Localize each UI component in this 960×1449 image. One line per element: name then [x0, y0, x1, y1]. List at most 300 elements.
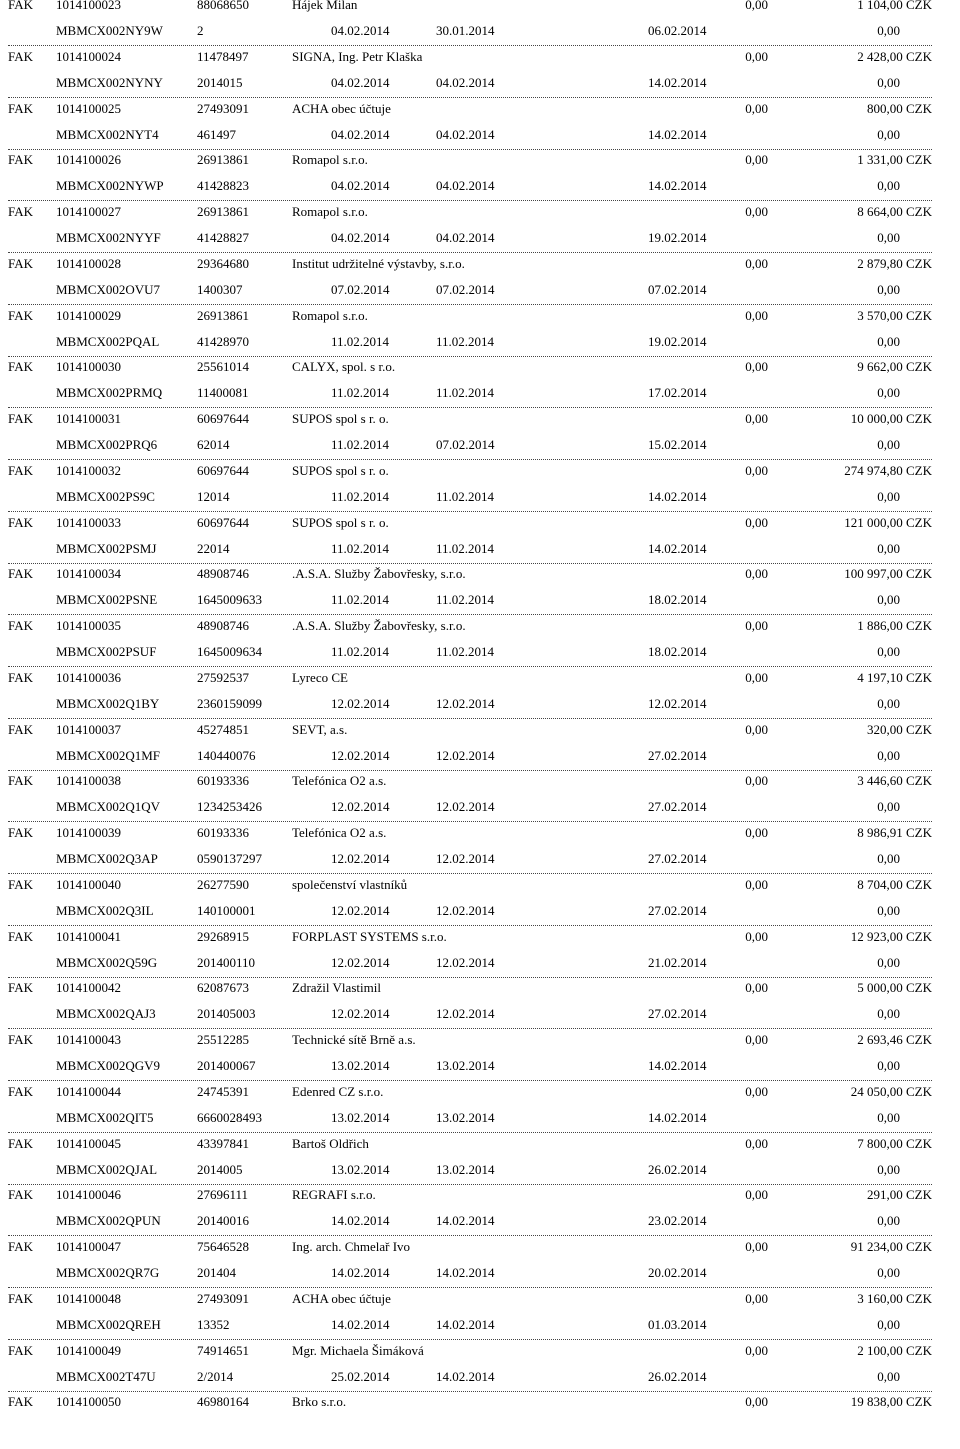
partner-name: Ing. arch. Chmelař Ivo: [292, 1239, 411, 1254]
variable-symbol: MBMCX002QR7G: [56, 1265, 160, 1280]
record-separator: [8, 614, 932, 615]
date-due: 21.02.2014: [648, 954, 707, 970]
partner-ico: 26277590: [197, 876, 249, 892]
date-tax: 11.02.2014: [436, 540, 495, 556]
remaining-amount: 0,00: [877, 1316, 900, 1332]
record-line-secondary: [0, 1057, 960, 1075]
invoice-number: 1014100039: [56, 825, 121, 840]
date-due: 14.02.2014: [648, 126, 707, 142]
remaining-amount: 0,00: [877, 540, 900, 556]
invoice-type: FAK: [8, 255, 34, 271]
date-tax: 12.02.2014: [436, 799, 495, 815]
partner-ico: 24745391: [197, 1083, 249, 1099]
partner-name: .A.S.A. Služby Žabovřesky, s.r.o.: [292, 566, 466, 582]
partner-name: REGRAFI s.r.o.: [292, 1187, 376, 1203]
invoice-type: FAK: [8, 1394, 34, 1410]
document-number: 11400081: [197, 385, 249, 401]
partner-ico: 27493091: [197, 100, 249, 116]
invoice-type: FAK: [8, 307, 34, 323]
partner-ico: 48908746: [197, 566, 249, 582]
date-due: 14.02.2014: [648, 178, 707, 194]
invoice-number: 1014100043: [56, 1032, 121, 1047]
record-line-secondary: [0, 229, 960, 247]
partner-name: SIGNA, Ing. Petr Klaška: [292, 48, 423, 64]
variable-symbol: MBMCX002PRQ6: [56, 437, 158, 452]
record-line-secondary: [0, 695, 960, 713]
document-number: 12014: [197, 488, 230, 504]
remaining-amount: 0,00: [877, 644, 900, 659]
document-number: 201404: [197, 1265, 236, 1280]
record-line-secondary: [0, 591, 960, 609]
date-issued: 11.02.2014: [331, 437, 390, 452]
partner-name: Romapol s.r.o.: [292, 152, 368, 168]
record-separator: [8, 1028, 932, 1029]
paid-amount: 0,00: [745, 1083, 768, 1099]
variable-symbol: MBMCX002QREH: [56, 1316, 161, 1332]
date-due: 07.02.2014: [648, 281, 707, 297]
document-number: 62014: [197, 437, 230, 452]
remaining-amount: 0,00: [877, 954, 900, 970]
date-due: 19.02.2014: [648, 230, 707, 245]
invoice-amount: 5 000,00 CZK: [857, 980, 932, 996]
record-line-primary: [0, 1031, 960, 1049]
partner-ico: 75646528: [197, 1239, 249, 1254]
partner-ico: 88068650: [197, 0, 249, 12]
document-number: 13352: [197, 1316, 230, 1332]
document-number: 0590137297: [197, 851, 262, 866]
variable-symbol: MBMCX002NYYF: [56, 230, 161, 245]
invoice-type: FAK: [8, 0, 34, 12]
date-issued: 11.02.2014: [331, 385, 390, 401]
paid-amount: 0,00: [745, 876, 768, 892]
document-number: 201400110: [197, 954, 256, 970]
invoice-amount: 800,00 CZK: [867, 100, 932, 116]
invoice-record: [0, 1083, 960, 1139]
partner-name: Zdražil Vlastimil: [292, 980, 381, 996]
record-separator: [8, 1287, 932, 1288]
record-line-secondary: [0, 850, 960, 868]
record-line-secondary: [0, 126, 960, 144]
invoice-record: [0, 411, 960, 466]
record-line-primary: [0, 1342, 960, 1360]
date-issued: 12.02.2014: [331, 902, 390, 918]
record-line-primary: [0, 928, 960, 946]
record-line-secondary: [0, 384, 960, 402]
invoice-number: 1014100050: [56, 1394, 121, 1410]
invoice-record: [0, 928, 960, 984]
partner-ico: 26913861: [197, 152, 249, 168]
invoice-type: FAK: [8, 1342, 34, 1358]
remaining-amount: 0,00: [877, 178, 900, 194]
document-number: 2/2014: [197, 1368, 234, 1384]
invoice-record: [0, 1135, 960, 1191]
partner-name: Institut udržitelné výstavby, s.r.o.: [292, 255, 465, 271]
date-due: 14.02.2014: [648, 1109, 707, 1125]
partner-ico: 60193336: [197, 773, 249, 789]
document-number: 2360159099: [197, 695, 262, 711]
invoice-type: FAK: [8, 876, 34, 892]
paid-amount: 0,00: [745, 514, 768, 530]
record-line-secondary: [0, 747, 960, 765]
invoice-record: [0, 1239, 960, 1294]
date-due: 18.02.2014: [648, 592, 707, 608]
remaining-amount: 0,00: [877, 851, 900, 866]
partner-ico: 26913861: [197, 204, 249, 219]
record-separator: [8, 925, 932, 926]
partner-name: Telefónica O2 a.s.: [292, 825, 387, 840]
date-tax: 11.02.2014: [436, 488, 495, 504]
record-line-primary: [0, 1186, 960, 1204]
variable-symbol: MBMCX002T47U: [56, 1368, 156, 1384]
variable-symbol: MBMCX002Q1QV: [56, 799, 161, 815]
partner-name: Lyreco CE: [292, 669, 348, 685]
invoice-amount: 320,00 CZK: [867, 721, 932, 737]
date-due: 18.02.2014: [648, 644, 707, 659]
invoice-record: [0, 825, 960, 880]
invoice-amount: 8 986,91 CZK: [857, 825, 932, 840]
date-due: 14.02.2014: [648, 488, 707, 504]
partner-name: Mgr. Michaela Šimáková: [292, 1342, 424, 1358]
invoice-amount: 12 923,00 CZK: [850, 928, 932, 944]
invoice-record: [0, 359, 960, 414]
paid-amount: 0,00: [745, 1032, 768, 1047]
date-tax: 11.02.2014: [436, 385, 495, 401]
invoice-type: FAK: [8, 980, 34, 996]
remaining-amount: 0,00: [877, 747, 900, 763]
invoice-record: [0, 462, 960, 518]
document-number: 1645009633: [197, 592, 262, 608]
invoice-record: [0, 566, 960, 621]
invoice-type: FAK: [8, 669, 34, 685]
date-issued: 14.02.2014: [331, 1213, 390, 1229]
date-issued: 12.02.2014: [331, 747, 390, 763]
partner-ico: 11478497: [197, 48, 249, 64]
record-line-secondary: [0, 954, 960, 972]
invoice-amount: 2 100,00 CZK: [857, 1342, 932, 1358]
paid-amount: 0,00: [745, 359, 768, 375]
date-issued: 04.02.2014: [331, 230, 390, 245]
partner-name: Edenred CZ s.r.o.: [292, 1083, 384, 1099]
document-number: 6660028493: [197, 1109, 262, 1125]
variable-symbol: MBMCX002NYT4: [56, 126, 159, 142]
date-issued: 04.02.2014: [331, 23, 390, 38]
partner-name: Telefónica O2 a.s.: [292, 773, 387, 789]
remaining-amount: 0,00: [877, 333, 900, 349]
invoice-number: 1014100030: [56, 359, 121, 375]
date-tax: 04.02.2014: [436, 126, 495, 142]
record-line-secondary: [0, 1109, 960, 1127]
invoice-type: FAK: [8, 928, 34, 944]
invoice-record: [0, 100, 960, 156]
partner-ico: 27592537: [197, 669, 249, 685]
partner-ico: 74914651: [197, 1342, 249, 1358]
record-line-primary: [0, 979, 960, 997]
record-line-primary: [0, 203, 960, 221]
remaining-amount: 0,00: [877, 799, 900, 815]
partner-name: Technické sítě Brně a.s.: [292, 1032, 416, 1047]
invoice-amount: 24 050,00 CZK: [850, 1083, 932, 1099]
invoice-amount: 121 000,00 CZK: [844, 514, 932, 530]
invoice-type: FAK: [8, 1187, 34, 1203]
date-due: 12.02.2014: [648, 695, 707, 711]
document-number: 22014: [197, 540, 230, 556]
invoice-number: 1014100044: [56, 1083, 121, 1099]
partner-ico: 60697644: [197, 462, 249, 478]
date-due: 06.02.2014: [648, 23, 707, 38]
invoice-number: 1014100031: [56, 411, 121, 426]
invoice-number: 1014100040: [56, 876, 121, 892]
date-tax: 12.02.2014: [436, 851, 495, 866]
record-separator: [8, 563, 932, 564]
date-tax: 11.02.2014: [436, 592, 495, 608]
record-line-primary: [0, 0, 960, 14]
partner-ico: 27493091: [197, 1290, 249, 1306]
date-issued: 11.02.2014: [331, 592, 390, 608]
invoice-number: 1014100025: [56, 100, 121, 116]
date-tax: 30.01.2014: [436, 23, 495, 38]
date-tax: 14.02.2014: [436, 1316, 495, 1332]
invoice-amount: 10 000,00 CZK: [850, 411, 932, 426]
variable-symbol: MBMCX002PSNE: [56, 592, 158, 608]
document-number: 1400307: [197, 281, 243, 297]
paid-amount: 0,00: [745, 48, 768, 64]
date-tax: 14.02.2014: [436, 1368, 495, 1384]
partner-ico: 29364680: [197, 255, 249, 271]
date-tax: 13.02.2014: [436, 1109, 495, 1125]
remaining-amount: 0,00: [877, 1213, 900, 1229]
invoice-type: FAK: [8, 773, 34, 789]
paid-amount: 0,00: [745, 204, 768, 219]
invoice-record: [0, 1187, 960, 1242]
paid-amount: 0,00: [745, 1290, 768, 1306]
date-tax: 07.02.2014: [436, 437, 495, 452]
invoice-number: 1014100038: [56, 773, 121, 789]
invoice-type: FAK: [8, 1239, 34, 1254]
invoice-record: [0, 618, 960, 673]
document-number: 461497: [197, 126, 236, 142]
invoice-number: 1014100026: [56, 152, 121, 168]
variable-symbol: MBMCX002QAJ3: [56, 1006, 156, 1022]
invoice-record: [0, 721, 960, 777]
remaining-amount: 0,00: [877, 695, 900, 711]
record-line-secondary: [0, 540, 960, 558]
invoice-amount: 8 704,00 CZK: [857, 876, 932, 892]
partner-name: .A.S.A. Služby Žabovřesky, s.r.o.: [292, 618, 466, 633]
date-issued: 12.02.2014: [331, 799, 390, 815]
date-due: 27.02.2014: [648, 747, 707, 763]
invoice-amount: 7 800,00 CZK: [857, 1135, 932, 1151]
invoice-type: FAK: [8, 359, 34, 375]
partner-ico: 62087673: [197, 980, 249, 996]
date-tax: 12.02.2014: [436, 902, 495, 918]
date-due: 17.02.2014: [648, 385, 707, 401]
variable-symbol: MBMCX002PSMJ: [56, 540, 157, 556]
partner-name: SEVT, a.s.: [292, 721, 348, 737]
invoice-number: 1014100047: [56, 1239, 121, 1254]
date-issued: 14.02.2014: [331, 1316, 390, 1332]
paid-amount: 0,00: [745, 100, 768, 116]
record-separator: [8, 718, 932, 719]
remaining-amount: 0,00: [877, 1058, 900, 1073]
date-issued: 13.02.2014: [331, 1058, 390, 1073]
partner-ico: 45274851: [197, 721, 249, 737]
invoice-amount: 291,00 CZK: [867, 1187, 932, 1203]
paid-amount: 0,00: [745, 1187, 768, 1203]
paid-amount: 0,00: [745, 618, 768, 633]
record-line-primary: [0, 565, 960, 583]
date-issued: 11.02.2014: [331, 644, 390, 659]
date-tax: 11.02.2014: [436, 644, 495, 659]
invoice-record: [0, 204, 960, 259]
paid-amount: 0,00: [745, 773, 768, 789]
record-separator: [8, 356, 932, 357]
variable-symbol: MBMCX002Q3AP: [56, 851, 158, 866]
record-line-secondary: [0, 1005, 960, 1023]
invoice-type: FAK: [8, 204, 34, 219]
document-number: 2014015: [197, 74, 243, 90]
paid-amount: 0,00: [745, 411, 768, 426]
invoice-type: FAK: [8, 721, 34, 737]
date-issued: 11.02.2014: [331, 540, 390, 556]
document-number: 41428823: [197, 178, 249, 194]
remaining-amount: 0,00: [877, 230, 900, 245]
invoice-amount: 3 160,00 CZK: [857, 1290, 932, 1306]
variable-symbol: MBMCX002OVU7: [56, 281, 161, 297]
date-due: 01.03.2014: [648, 1316, 707, 1332]
record-separator: [8, 149, 932, 150]
date-tax: 14.02.2014: [436, 1213, 495, 1229]
record-separator: [8, 821, 932, 822]
invoice-record: [0, 48, 960, 104]
record-separator: [8, 304, 932, 305]
date-tax: 04.02.2014: [436, 74, 495, 90]
variable-symbol: MBMCX002NYWP: [56, 178, 164, 194]
record-line-primary: [0, 514, 960, 532]
invoice-type: FAK: [8, 514, 34, 530]
variable-symbol: MBMCX002PSUF: [56, 644, 157, 659]
invoice-number: 1014100033: [56, 514, 121, 530]
invoice-type: FAK: [8, 462, 34, 478]
invoice-number: 1014100035: [56, 618, 121, 633]
document-number: 201405003: [197, 1006, 256, 1022]
paid-amount: 0,00: [745, 566, 768, 582]
record-separator: [8, 1080, 932, 1081]
partner-ico: 26913861: [197, 307, 249, 323]
record-line-secondary: [0, 798, 960, 816]
date-due: 27.02.2014: [648, 851, 707, 866]
record-separator: [8, 666, 932, 667]
partner-name: FORPLAST SYSTEMS s.r.o.: [292, 928, 447, 944]
variable-symbol: MBMCX002QGV9: [56, 1058, 161, 1073]
variable-symbol: MBMCX002PQAL: [56, 333, 160, 349]
date-issued: 04.02.2014: [331, 74, 390, 90]
record-line-primary: [0, 772, 960, 790]
date-due: 27.02.2014: [648, 1006, 707, 1022]
variable-symbol: MBMCX002NY9W: [56, 23, 163, 38]
document-number: 41428970: [197, 333, 249, 349]
invoice-type: FAK: [8, 1083, 34, 1099]
date-issued: 12.02.2014: [331, 1006, 390, 1022]
date-tax: 12.02.2014: [436, 747, 495, 763]
record-line-primary: [0, 1135, 960, 1153]
paid-amount: 0,00: [745, 928, 768, 944]
invoice-number: 1014100023: [56, 0, 121, 12]
record-separator: [8, 1235, 932, 1236]
record-separator: [8, 45, 932, 46]
invoice-amount: 4 197,10 CZK: [857, 669, 932, 685]
date-tax: 04.02.2014: [436, 178, 495, 194]
date-tax: 14.02.2014: [436, 1265, 495, 1280]
document-number: 2: [197, 23, 204, 38]
record-line-primary: [0, 669, 960, 687]
document-number: 1645009634: [197, 644, 262, 659]
record-separator: [8, 1339, 932, 1340]
variable-symbol: MBMCX002QPUN: [56, 1213, 161, 1229]
date-issued: 12.02.2014: [331, 695, 390, 711]
invoice-type: FAK: [8, 411, 34, 426]
partner-ico: 25561014: [197, 359, 249, 375]
document-number: 2014005: [197, 1161, 243, 1177]
invoice-type: FAK: [8, 566, 34, 582]
record-line-primary: [0, 307, 960, 325]
record-line-primary: [0, 1083, 960, 1101]
variable-symbol: MBMCX002Q1MF: [56, 747, 161, 763]
record-line-primary: [0, 151, 960, 169]
invoice-record: [0, 876, 960, 932]
record-separator: [8, 770, 932, 771]
date-tax: 11.02.2014: [436, 333, 495, 349]
invoice-record: [0, 307, 960, 363]
record-separator: [8, 459, 932, 460]
invoice-record: [0, 514, 960, 570]
invoice-amount: 1 886,00 CZK: [857, 618, 932, 633]
record-line-secondary: [0, 902, 960, 920]
invoice-amount: 9 662,00 CZK: [857, 359, 932, 375]
date-issued: 13.02.2014: [331, 1109, 390, 1125]
invoice-type: FAK: [8, 825, 34, 840]
invoice-record: [0, 669, 960, 725]
invoice-record: [0, 152, 960, 207]
document-number: 1234253426: [197, 799, 262, 815]
record-line-secondary: [0, 436, 960, 454]
invoice-amount: 91 234,00 CZK: [850, 1239, 932, 1254]
partner-name: ACHA obec účtuje: [292, 100, 391, 116]
record-line-primary: [0, 358, 960, 376]
paid-amount: 0,00: [745, 0, 768, 12]
remaining-amount: 0,00: [877, 1109, 900, 1125]
partner-name: Romapol s.r.o.: [292, 204, 368, 219]
invoice-record: [0, 1394, 960, 1449]
record-line-secondary: [0, 1264, 960, 1282]
variable-symbol: MBMCX002Q1BY: [56, 695, 160, 711]
invoice-type: FAK: [8, 48, 34, 64]
date-issued: 11.02.2014: [331, 333, 390, 349]
partner-name: SUPOS spol s r. o.: [292, 462, 389, 478]
record-line-primary: [0, 410, 960, 428]
record-line-primary: [0, 462, 960, 480]
remaining-amount: 0,00: [877, 23, 900, 38]
variable-symbol: MBMCX002Q3IL: [56, 902, 154, 918]
invoice-number: 1014100024: [56, 48, 121, 64]
record-separator: [8, 252, 932, 253]
partner-name: Hájek Milan: [292, 0, 358, 12]
remaining-amount: 0,00: [877, 488, 900, 504]
invoice-type: FAK: [8, 1135, 34, 1151]
invoice-amount: 2 879,80 CZK: [857, 255, 932, 271]
date-due: 15.02.2014: [648, 437, 707, 452]
invoice-number: 1014100048: [56, 1290, 121, 1306]
record-line-primary: [0, 255, 960, 273]
